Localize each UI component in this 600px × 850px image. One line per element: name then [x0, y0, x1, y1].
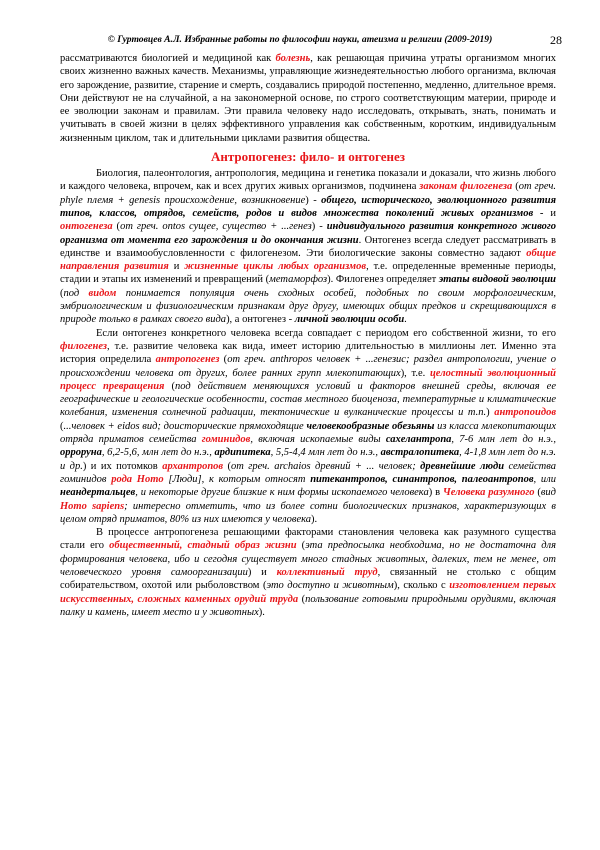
text: (: [223, 460, 232, 472]
text: В процессе антропогенеза решающими факторами становления человека как разумного существа стали его: [60, 527, 556, 552]
text: (: [512, 181, 519, 193]
key-term-celostny-process: целостный эволюционный процесс превращения: [60, 367, 556, 392]
emphasis-text: человекообразные обезьяны: [306, 420, 435, 432]
emphasis-text: личной эволюции особи: [294, 314, 405, 326]
text: рассматриваются биологией и медициной как: [60, 53, 276, 64]
text: (: [60, 287, 64, 299]
key-term-izgotovlenie-orudiy: изготовлением первых искусственных, сложных каменных орудий труда: [60, 580, 557, 605]
text: ), сколько с: [393, 580, 450, 592]
italic-text: от греч. anthropos человек + ...генезис; раздел антропологии, учение о происхождении человека от других, более ранних групп млекопитающих: [60, 354, 556, 379]
text: ), а онтогенез -: [226, 314, 295, 326]
emphasis-text: ардипитека: [214, 447, 271, 459]
emphasis-text: австралопитека: [380, 447, 460, 459]
paragraph-1: [60, 52, 556, 145]
text: (: [296, 540, 306, 552]
text: (: [534, 487, 541, 499]
key-term-antropogenez: антропогенез: [155, 354, 220, 366]
emphasis-text: древнейшие люди: [420, 460, 505, 472]
italic-text: , 4-1,8 млн лет до н.э. и др.: [60, 447, 556, 472]
emphasis-text: общего, исторического, эволюционного развития типов, классов, отрядов, семейств, родов и видов множества поколений живых организмов -: [60, 194, 557, 219]
key-term-obshestvenny: общественный, стадный образ жизни: [109, 540, 297, 552]
emphasis-text: питекантропов, синантропов, палеоантропов: [310, 473, 534, 485]
italic-text: ...человек + eidos вид; доисторические прямоходящие: [63, 420, 304, 432]
page-number: 28: [550, 33, 562, 47]
paragraph-2: [60, 167, 556, 327]
key-term-zhiznennye-cikly: жизненные циклы любых организмов: [184, 261, 367, 273]
italic-text: под: [63, 287, 89, 299]
text: , т.е. определенные временные периоды, стадии и этапы их изменений и превращений (: [60, 261, 557, 286]
italic-text: , включая ископаемые виды: [250, 434, 386, 446]
text: ).: [258, 606, 265, 618]
text: , как решающая причина утраты организмом многих своих жизненно важных качеств. Механизмы, управляющие жизнедеятельностью любого организма, включая его зарождение, развитие, старение и смерть, создавались природой постепенно, медленно, длительное время. Они действуют не на случайной, а на закономерной основе, по строго соответствующим материи, природе и ее эволюции законам и правилам. Эти правила человеку надо исследовать, открывать, знать, понимать и учитывать в своей жизни в целях эффективного управления как собственным, коротким, индивидуальным жизненным циклом, так и длительными циклами развития общества.: [60, 53, 556, 144]
text: ).: [311, 513, 318, 525]
key-term-bolezn: болезнь: [275, 53, 311, 64]
italic-text: семейства гоминидов: [60, 460, 556, 485]
key-term-homo-sapiens: Homo sapiens: [60, 500, 125, 512]
italic-text: , 5,5-4,4 млн лет до н.э.,: [270, 447, 381, 459]
emphasis-text: индивидуального развития конкретного живого организма от момента его зарождения и до окончания жизни: [60, 221, 557, 246]
key-term-roda-homo: рода Homo: [111, 473, 164, 485]
page-body: [60, 52, 556, 619]
key-term-antropoidov: антропоидов: [494, 407, 557, 419]
text: (: [164, 380, 175, 392]
italic-text: вид: [540, 487, 556, 499]
emphasis-text: сахелантропа: [385, 434, 452, 446]
italic-text: метаморфоз: [269, 274, 328, 286]
text: , связанный не столько с общим собирательством, охотой или рыболовством (: [60, 566, 557, 592]
italic-text: от греч. archaios древний + ... человек;: [231, 460, 421, 472]
text: и: [543, 207, 556, 219]
italic-text: под действием меняющихся условий и факторов внешней среды, включая ее географические и геологические особенности, состав местного биоценоза, температурные и климатические колебания, изменения солнечной радиации, тектонические и вулканические процессы и т.п.: [60, 380, 556, 419]
emphasis-text: орроруна: [60, 447, 102, 459]
italic-text: это доступно и животным: [266, 580, 394, 592]
italic-text: пользование готовыми природными орудиями, включая палку и камень, имеет место и у животных: [60, 593, 556, 618]
text: ) и: [247, 566, 277, 578]
text: ) -: [311, 221, 327, 233]
text: (: [60, 420, 64, 432]
key-term-filogenez: филогенез: [60, 340, 107, 352]
emphasis-text: неандертальцев: [60, 487, 136, 499]
key-term-gominidov: гоминидов: [201, 434, 251, 446]
italic-text: от греч. ontos сущее, существо + ...генез: [120, 221, 312, 233]
text: Биология, палеонтология, антропология, медицина и генетика показали и доказали, что жизнь любого и каждого человека, впрочем, как и всех других живых организмов, подчинена: [60, 168, 556, 193]
text: ) -: [305, 194, 322, 206]
italic-text: , или: [533, 473, 556, 485]
italic-text: ; интересно отметить, что из более сотни биологических признаков, характеризующих в целом отряд приматов, 80% из них имеются у человека: [60, 500, 556, 525]
text: (: [112, 221, 121, 233]
italic-text: понимается популяция очень сходных особей, подобных по своим морфологическим, эмбриологическим и физиологическим признакам друг другу, имеющих общих предков и скрещивающихся в природе только в рамках своего вида: [60, 287, 556, 326]
text: ), т.е.: [400, 367, 430, 379]
italic-text: , 6,2-5,6, млн лет до н.э.,: [101, 447, 215, 459]
text: . Онтогенез всегда следует рассматривать в единстве и взаимообусловленности с филогенезом. Эти биологические законы совместно задают: [60, 234, 556, 259]
key-term-cheloveka-razumnogo: Человека разумного: [442, 487, 535, 499]
text: (: [298, 593, 306, 605]
key-term-zakonam-filogeneza: законам филогенеза: [419, 181, 513, 193]
running-header: © Гуртовцев А.Л. Избранные работы по философии науки, атеизма и религии (2009-2019): [107, 34, 493, 45]
key-term-obshie-napravleniya: общие направления развития: [60, 247, 556, 273]
text: (: [219, 354, 228, 366]
emphasis-text: этапы видовой эволюции: [438, 274, 556, 286]
italic-text: , 7-6 млн лет до н.э.,: [451, 434, 556, 446]
italic-text: от греч. phyle племя + genesis происхождение, возникновение: [60, 181, 556, 206]
paragraph-3: [60, 327, 556, 526]
paragraph-4: [60, 526, 556, 619]
text: Если онтогенез конкретного человека всегда совпадает с периодом его собственной жизни, то его: [96, 327, 556, 339]
section-heading: Антропогенез: фило- и онтогенез: [211, 149, 405, 165]
key-term-ontogeneza: онтогенеза: [60, 221, 113, 233]
text: ) в: [428, 487, 443, 499]
italic-text: , и некоторые другие близкие к ним формы ископаемого человека: [135, 487, 429, 499]
text: , т.е. развитие человека как вида, имеет историю длительностью в миллионы лет. Именно эта история определила: [60, 340, 556, 366]
text: ) и их потомков: [82, 460, 163, 472]
text: .: [404, 314, 407, 326]
key-term-kollektivny-trud: коллективный труд: [276, 566, 378, 578]
text: ). Филогенез определяет: [327, 274, 439, 286]
text: ): [486, 407, 495, 419]
text: и: [168, 261, 185, 273]
italic-text: [Люди], к которым относят: [163, 473, 311, 485]
key-term-vidom: видом: [88, 287, 117, 299]
key-term-arhantropov: архантропов: [162, 460, 224, 472]
italic-text: эта предпосылка необходима, но не достаточна для формирования человека, ибо и сегодня существует много стадных животных, далеких, тем не менее, от человеческого уровня самоорганизации: [60, 540, 556, 578]
italic-text: из класса млекопитающих отряда приматов семейства: [60, 420, 556, 446]
